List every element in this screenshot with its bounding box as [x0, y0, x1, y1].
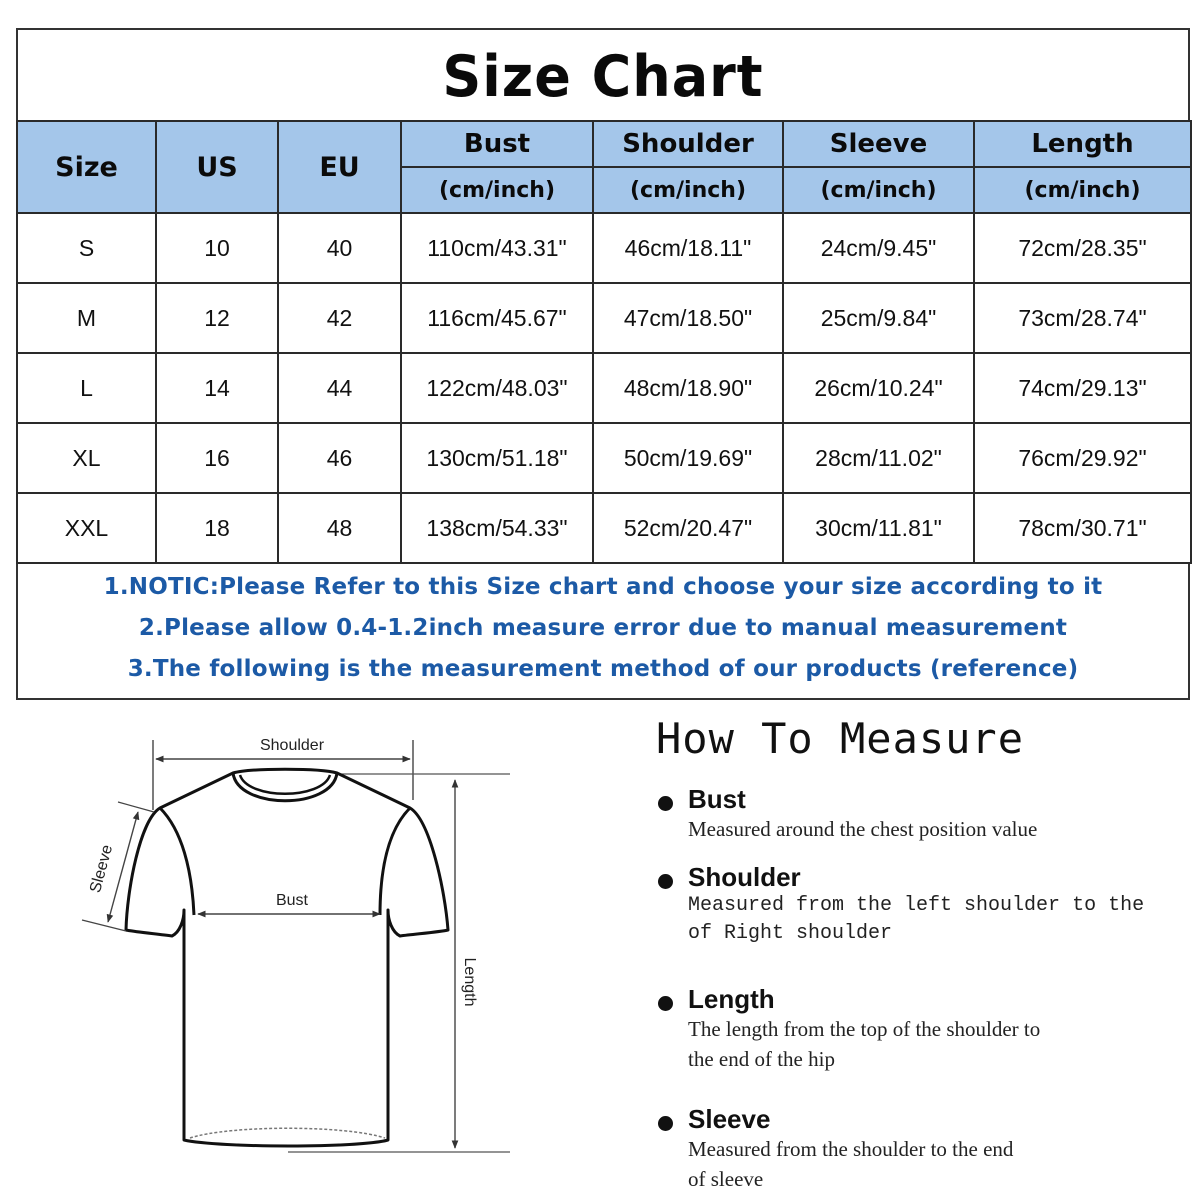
- cell-us: 16: [156, 423, 278, 493]
- measure-label: Shoulder: [688, 862, 801, 892]
- header-shoulder-unit: (cm/inch): [593, 167, 783, 213]
- header-us: US: [156, 121, 278, 213]
- header-size: Size: [17, 121, 156, 213]
- diagram-label-length: Length: [461, 957, 478, 1007]
- cell-bust: 116cm/45.67": [401, 283, 593, 353]
- cell-length: 72cm/28.35": [974, 213, 1191, 283]
- note-2: 2.Please allow 0.4-1.2inch measure error due to manual measurement: [138, 614, 1068, 641]
- cell-eu: 40: [278, 213, 401, 283]
- header-bust: Bust: [401, 121, 593, 167]
- cell-shoulder: 50cm/19.69": [593, 423, 783, 493]
- tshirt-outline-icon: [70, 720, 530, 1170]
- table-row: [17, 213, 1191, 283]
- cell-sleeve: 24cm/9.45": [783, 213, 974, 283]
- cell-eu: 46: [278, 423, 401, 493]
- cell-sleeve: 25cm/9.84": [783, 283, 974, 353]
- cell-eu: 44: [278, 353, 401, 423]
- title-row: [18, 30, 1188, 122]
- table-row: [17, 493, 1191, 563]
- header-row: [17, 121, 1191, 167]
- measure-description: The length from the top of the shoulder to: [688, 1017, 1041, 1041]
- note-3: 3.The following is the measurement method of our products (reference): [127, 656, 1079, 683]
- cell-size: M: [17, 283, 156, 353]
- notes-section: [18, 560, 1188, 700]
- cell-shoulder: 47cm/18.50": [593, 283, 783, 353]
- header-shoulder: Shoulder: [593, 121, 783, 167]
- cell-us: 14: [156, 353, 278, 423]
- measure-description: of sleeve: [688, 1167, 764, 1191]
- cell-length: 74cm/29.13": [974, 353, 1191, 423]
- how-to-measure: [656, 712, 1176, 1194]
- bullet-icon: [658, 996, 673, 1011]
- bullet-icon: [658, 874, 673, 889]
- header-eu: EU: [278, 121, 401, 213]
- measure-item-length: [656, 984, 1176, 1074]
- size-chart: [16, 28, 1190, 700]
- cell-size: XL: [17, 423, 156, 493]
- cell-bust: 138cm/54.33": [401, 493, 593, 563]
- measure-label: Length: [688, 984, 775, 1014]
- header-length-unit: (cm/inch): [974, 167, 1191, 213]
- cell-shoulder: 52cm/20.47": [593, 493, 783, 563]
- cell-size: L: [17, 353, 156, 423]
- tshirt-diagram: [70, 720, 530, 1170]
- cell-sleeve: 30cm/11.81": [783, 493, 974, 563]
- measure-label: Bust: [688, 784, 746, 814]
- measure-description: Measured from the shoulder to the end: [688, 1137, 1014, 1161]
- cell-length: 73cm/28.74": [974, 283, 1191, 353]
- page-title: Size Chart: [442, 42, 764, 110]
- cell-us: 10: [156, 213, 278, 283]
- measure-description: Measured around the chest position value: [688, 817, 1038, 841]
- header-sleeve-unit: (cm/inch): [783, 167, 974, 213]
- cell-sleeve: 26cm/10.24": [783, 353, 974, 423]
- cell-eu: 42: [278, 283, 401, 353]
- size-table: [16, 120, 1192, 564]
- measure-label: Sleeve: [688, 1104, 771, 1134]
- table-row: [17, 353, 1191, 423]
- cell-length: 78cm/30.71": [974, 493, 1191, 563]
- measure-item-sleeve: [656, 1104, 1176, 1194]
- cell-bust: 110cm/43.31": [401, 213, 593, 283]
- bullet-icon: [658, 1116, 673, 1131]
- cell-size: XXL: [17, 493, 156, 563]
- cell-sleeve: 28cm/11.02": [783, 423, 974, 493]
- table-row: [17, 423, 1191, 493]
- cell-bust: 130cm/51.18": [401, 423, 593, 493]
- header-bust-unit: (cm/inch): [401, 167, 593, 213]
- cell-us: 12: [156, 283, 278, 353]
- table-row: [17, 283, 1191, 353]
- header-sleeve: Sleeve: [783, 121, 974, 167]
- cell-length: 76cm/29.92": [974, 423, 1191, 493]
- cell-size: S: [17, 213, 156, 283]
- cell-shoulder: 46cm/18.11": [593, 213, 783, 283]
- measure-description: Measured from the left shoulder to the: [688, 894, 1145, 917]
- measure-item-bust: [656, 784, 1176, 844]
- cell-us: 18: [156, 493, 278, 563]
- measure-description: the end of the hip: [688, 1047, 835, 1071]
- how-to-title: How To Measure: [656, 714, 1025, 763]
- note-1: 1.NOTIC:Please Refer to this Size chart and choose your size according to it: [103, 573, 1103, 600]
- bullet-icon: [658, 796, 673, 811]
- diagram-label-sleeve: Sleeve: [87, 843, 117, 895]
- cell-bust: 122cm/48.03": [401, 353, 593, 423]
- cell-shoulder: 48cm/18.90": [593, 353, 783, 423]
- diagram-label-bust: Bust: [275, 892, 309, 909]
- measure-description: of Right shoulder: [688, 922, 893, 945]
- header-length: Length: [974, 121, 1191, 167]
- measure-item-shoulder: [656, 862, 1176, 948]
- cell-eu: 48: [278, 493, 401, 563]
- diagram-label-shoulder: Shoulder: [259, 737, 325, 754]
